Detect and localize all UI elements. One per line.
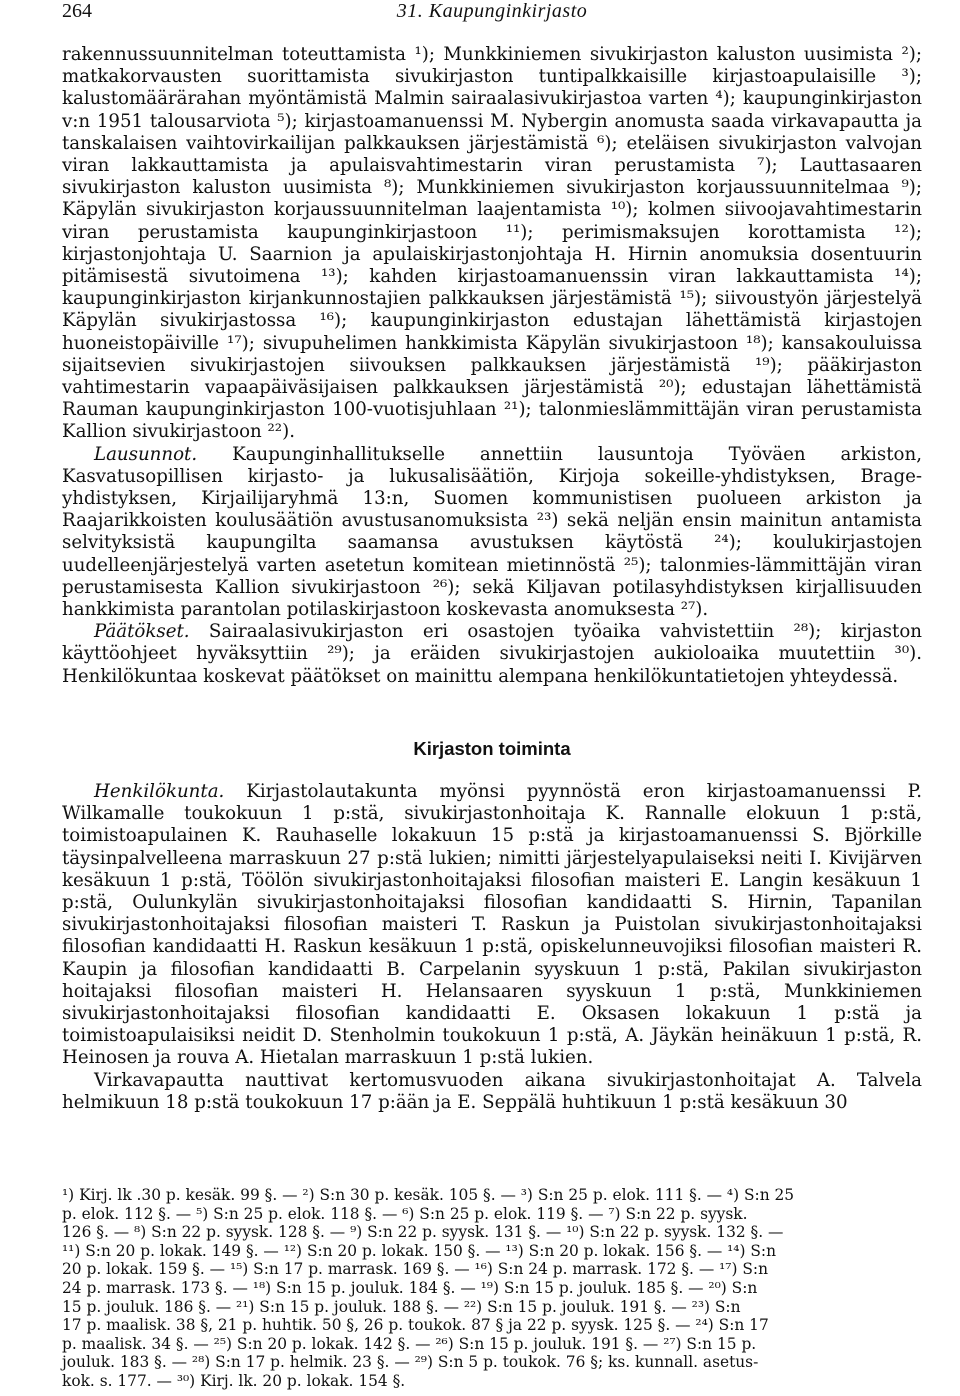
paragraph-text-henkilokunta: Kirjastolautakunta myönsi pyynnöstä eron kirjastoamanuenssi P. Wilkamalle toukokuun 1 p:stä, sivukirjastonhoitaja K. Rannalle elokuun 1 p:stä, toimistoapulainen K. Rauhaselle lokakuun 15 p:stä ja kirjastoamanuenssi S. Björkille täysinpalvelleena marraskuun 27 p:stä lukien; nimitti järjestelyapulaiseksi neiti I. Kivijärven kesäkuun 1 p:stä, Töölön sivukirjastonhoitajaksi filosofian maisteri E. Langin kesäkuun 1 p:stä, Oulunkylän sivukirjastonhoitajaksi filosofian kandidaatti S. Hirnin, Tapanilan sivukirjastonhoitajaksi filosofian maisteri T. Raskun ja Puistolan sivukirjastonhoitajaksi filosofian kandidaatti H. Raskun kesäkuun 1 p:stä, opiskelunneuvojiksi filosofian maisteri R. Kaupin ja filosofian kandidaatti B. Carpelanin syyskuun 1 p:stä, Pakilan sivukirjaston hoitajaksi filosofian maisteri H. Helansaaren syyskuun 1 p:stä, Munkkiniemen sivukirjastonhoitajaksi filosofian kandidaatti E. Oksasen lokakuun 1 p:stä ja toimistoapulaisiksi neidit D. Stenholmin toukokuun 1 p:stä, A. Jäykän heinäkuun 1 p:stä, R. Heinosen ja rouva A. Hietalan marraskuun 1 p:stä lukien.: [62, 780, 922, 1069]
paragraph-paatokset: [62, 621, 922, 688]
paragraph-lead-henkilokunta: Henkilökunta.: [94, 780, 225, 802]
footnote-line: p. maalisk. 34 §. — ²⁵) S:n 20 p. lokak. 142 §. — ²⁶) S:n 15 p. jouluk. 191 §. — ²⁷) S:n 15 p.: [62, 1334, 757, 1353]
footnote-line: p. elok. 112 §. — ⁵) S:n 25 p. elok. 118 §. — ⁶) S:n 25 p. elok. 119 §. — ⁷) S:n 22 p. syysk.: [62, 1204, 748, 1223]
running-head: [62, 0, 922, 34]
paragraph-text-lausunnot: Kaupunginhallitukselle annettiin lausuntoja Työväen arkiston, Kasvatusopillisen kirjasto- ja lukusalisäätiön, Kirjoja sokeille-yhdistyksen, Brage-yhdistyksen, Kirjailijaryhmä 13:n, Suomen kommunistisen puolueen arkiston ja Raajarikkoisten koulusäätiön avustusanomuksista ²³) sekä neljän ensin mainitun antamista selvityksistä kaupungilta saamansa avustuksen käytöstä ²⁴); koulukirjastojen uudelleenjärjestelyä varten asetetun komitean mietinnöstä ²⁵); talonmies-lämmittäjän viran perustamisesta Kallion sivukirjastoon ²⁶); sekä Kiljavan potilasyhdistyksen kirjallisuuden hankkimista parantolan potilaskirjastoon koskevasta anomuksesta ²⁷).: [62, 443, 922, 621]
footnote-line: 15 p. jouluk. 186 §. — ²¹) S:n 15 p. jouluk. 188 §. — ²²) S:n 15 p. jouluk. 191 §. — ²³) S:n: [62, 1297, 741, 1316]
paragraph-lausunnot: [62, 444, 922, 622]
paragraph-virkavapautta: Virkavapautta nauttivat kertomusvuoden aikana sivukirjastonhoitajat A. Talvela helmikuun 18 p:stä toukokuun 17 p:ään ja E. Seppälä huhtikuun 1 p:stä kesäkuun 30: [62, 1069, 922, 1113]
footnote-line: ¹) Kirj. lk .30 p. kesäk. 99 §. — ²) S:n 30 p. kesäk. 105 §. — ³) S:n 25 p. elok. 111 §. — ⁴) S:n 25: [62, 1186, 795, 1204]
body-text: [62, 44, 922, 1114]
footnote-line: 126 §. — ⁸) S:n 22 p. syysk. 128 §. — ⁹) S:n 22 p. syysk. 131 §. — ¹⁰) S:n 22 p. syysk. 132 §. —: [62, 1223, 784, 1242]
paragraph-henkilokunta: [62, 781, 922, 1070]
paragraph-continuation: rakennussuunnitelman toteuttamista ¹); Munkkiniemen sivukirjaston kaluston uusimista ²); matkakorvausten suorittamista sivukirjaston tuntipalkkaisille kirjastoapulaisille ³); kalustomäärärahan myöntämistä Malmin sairaalasivukirjastoa varten ⁴); kaupunginkirjaston v:n 1951 talousarviota ⁵); kirjastoamanuenssi M. Nybergin anomusta saada virkavapautta ja tanskalaisen vaihtovirkailijan palkkauksen järjestämistä ⁶); eteläisen sivukirjaston valvojan viran lakkauttamista ja apulaisvahtimestarin viran perustamista ⁷); Lauttasaaren sivukirjaston kaluston uusimista ⁸); Munkkiniemen sivukirjaston korjaussuunnitelmaa ⁹); Käpylän sivukirjaston korjaussuunnitelman laajentamista ¹⁰); kolmen siivoojavahtimestarin viran perustamista kaupunginkirjastoon ¹¹); perimismaksujen korottamista ¹²); kirjastonjohtaja U. Saarnion ja apulaiskirjastonjohtaja H. Hirnin anomuksia dosentuurin pitämisestä sivutoimena ¹³); kahden kirjastoamanuenssin viran lakkauttamista ¹⁴); kaupunginkirjaston kirjankunnostajien palkkauksen järjestämistä ¹⁵); siivoustyön järjestelyä Käpylän sivukirjastossa ¹⁶); kaupunginkirjaston edustajan lähettämistä kirjastojen huoneistopäiville ¹⁷); sivupuhelimen hankkimista Käpylän sivukirjastoon ¹⁸); kansakouluissa sijaitsevien sivukirjastojen siivouksen palkkauksen järjestämistä ¹⁹); pääkirjaston vahtimestarin vapaapäiväsijaisen palkkauksen järjestämistä ²⁰); edustajan lähettämistä Rauman kaupunginkirjaston 100-vuotisjuhlaan ²¹); talonmieslämmittäjän viran perustamista Kallion sivukirjastoon ²²).: [62, 44, 922, 443]
paragraph-lead-lausunnot: Lausunnot.: [94, 443, 198, 465]
section-title: 31. Kaupunginkirjasto: [396, 0, 588, 22]
footnote-line: 24 p. marrask. 173 §. — ¹⁸) S:n 15 p. jouluk. 184 §. — ¹⁹) S:n 15 p. jouluk. 185 §. — ²⁰) S:n: [62, 1278, 758, 1297]
footnotes: [62, 1186, 922, 1391]
footnote-line: ¹¹) S:n 20 p. lokak. 149 §. — ¹²) S:n 20 p. lokak. 150 §. — ¹³) S:n 20 p. lokak. 156 §. — ¹⁴) S:n: [62, 1241, 777, 1260]
page-number: 264: [62, 0, 92, 22]
footnote-line: jouluk. 183 §. — ²⁸) S:n 17 p. helmik. 23 §. — ²⁹) S:n 5 p. toukok. 76 §; ks. kunnall. asetus-: [62, 1353, 759, 1372]
paragraph-text-paatokset: Sairaalasivukirjaston eri osastojen työaika vahvistettiin ²⁸); kirjaston käyttöohjeet hyväksyttiin ²⁹); ja eräiden sivukirjastojen aukioloaika muutettiin ³⁰). Henkilökuntaa koskevat päätökset on mainittu alempana henkilökuntatietojen yhteydessä.: [62, 621, 922, 687]
footnote-line: kok. s. 177. — ³⁰) Kirj. lk. 20 p. lokak. 154 §.: [62, 1371, 406, 1390]
footnote-line: 17 p. maalisk. 38 §, 21 p. huhtik. 50 §, 26 p. toukok. 87 § ja 22 p. syysk. 125 §. — ²⁴) S:n 17: [62, 1316, 769, 1335]
section-heading: Kirjaston toiminta: [413, 737, 571, 759]
footnote-line: 20 p. lokak. 159 §. — ¹⁵) S:n 17 p. marrask. 169 §. — ¹⁶) S:n 24 p. marrask. 172 §. — ¹⁷) S:n: [62, 1260, 768, 1279]
paragraph-lead-paatokset: Päätökset.: [94, 621, 190, 643]
